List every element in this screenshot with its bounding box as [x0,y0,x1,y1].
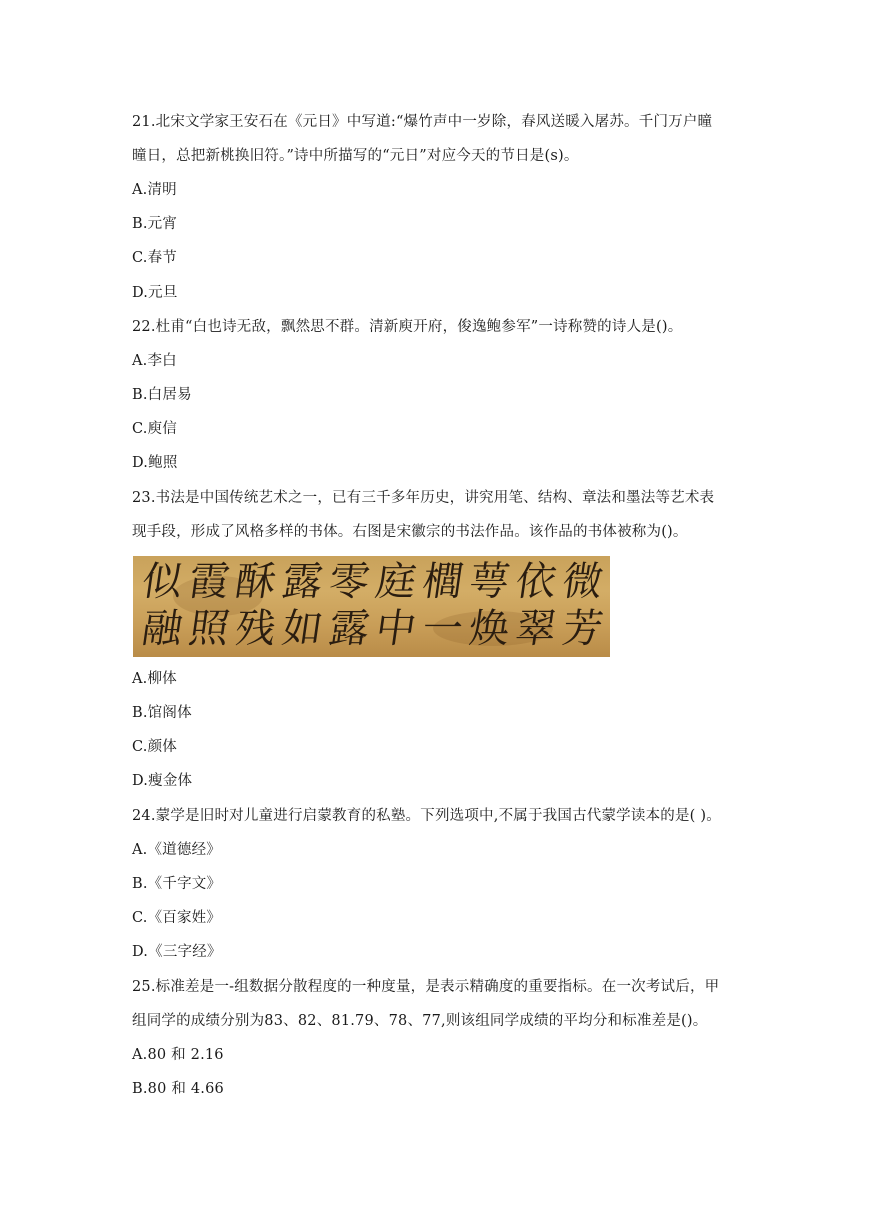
question-25-stem-line-1: 25.标准差是一-组数据分散程度的一种度量，是表示精确度的重要指标。在一次考试后，甲 [132,979,720,995]
question-23-option-b: B.馆阁体 [132,705,192,721]
question-21-option-d: D.元旦 [132,285,178,301]
calligraphy-char: 露 [279,559,326,605]
question-25-option-b: B.80 和 4.66 [132,1081,224,1097]
calligraphy-char: 如 [279,606,326,652]
question-21-option-a: A.清明 [132,182,177,198]
question-25-stem-line-2: 组同学的成绩分别为83、82、81.79、78、77,则该组同学成绩的平均分和标准差是()。 [132,1013,708,1029]
question-21-stem-line-2: 曈日，总把新桃换旧符。”诗中所描写的“元日”对应今天的节日是(s)。 [132,148,579,164]
question-23-option-d: D.瘦金体 [132,773,193,789]
calligraphy-char: 残 [232,606,279,652]
calligraphy-char: 酥 [232,559,279,605]
question-22-option-a: A.李白 [132,353,177,369]
question-21-option-b: B.元宵 [132,216,178,232]
calligraphy-char: 翠 [512,606,560,652]
question-24-option-a: A.《道德经》 [132,842,221,858]
question-23-option-a: A.柳体 [132,671,177,687]
calligraphy-char: 庭 [372,559,420,605]
calligraphy-char: 露 [325,606,373,652]
calligraphy-char: 零 [325,559,373,605]
calligraphy-char: 依 [512,559,560,605]
calligraphy-char: 櫚 [419,559,466,605]
question-23-stem-line-2: 现手段，形成了风格多样的书体。右图是宋徽宗的书法作品。该作品的书体被称为()。 [132,524,688,540]
question-22-option-b: B.白居易 [132,387,192,403]
question-24-option-d: D.《三字经》 [132,944,222,960]
calligraphy-char: 焕 [466,606,513,652]
calligraphy-char: 芳 [559,606,606,652]
question-23-stem-line-1: 23.书法是中国传统艺术之一，已有三千多年历史，讲究用笔、结构、章法和墨法等艺术表 [132,490,715,506]
question-21-stem-line-1: 21.北宋文学家王安石在《元日》中写道:“爆竹声中一岁除，春风送暖入屠苏。千门万户曈 [132,114,713,130]
calligraphy-row-2 [136,607,609,651]
question-24-option-c: C.《百家姓》 [132,910,222,926]
question-24-option-b: B.《千字文》 [132,876,222,892]
question-22-option-c: C.庾信 [132,421,177,437]
calligraphy-char: 霞 [185,559,233,605]
question-22-option-d: D.鲍照 [132,455,178,471]
calligraphy-char: 融 [139,606,186,652]
calligraphy-char: 似 [139,559,186,605]
question-23-option-c: C.颜体 [132,739,177,755]
calligraphy-image [133,556,610,657]
calligraphy-char: 微 [559,559,606,605]
question-24-stem-line-1: 24.蒙学是旧时对儿童进行启蒙教育的私塾。下列选项中,不属于我国古代蒙学读本的是( )。 [132,808,721,824]
calligraphy-char: 萼 [466,559,513,605]
calligraphy-row-1 [136,560,609,604]
calligraphy-char: 一 [419,606,466,652]
calligraphy-char: 中 [372,606,420,652]
calligraphy-char: 照 [185,606,233,652]
question-21-option-c: C.春节 [132,250,177,266]
question-22-stem-line-1: 22.杜甫“白也诗无敌，飘然思不群。清新庾开府，俊逸鲍参军”一诗称赞的诗人是()。 [132,319,683,335]
question-25-option-a: A.80 和 2.16 [132,1047,224,1063]
